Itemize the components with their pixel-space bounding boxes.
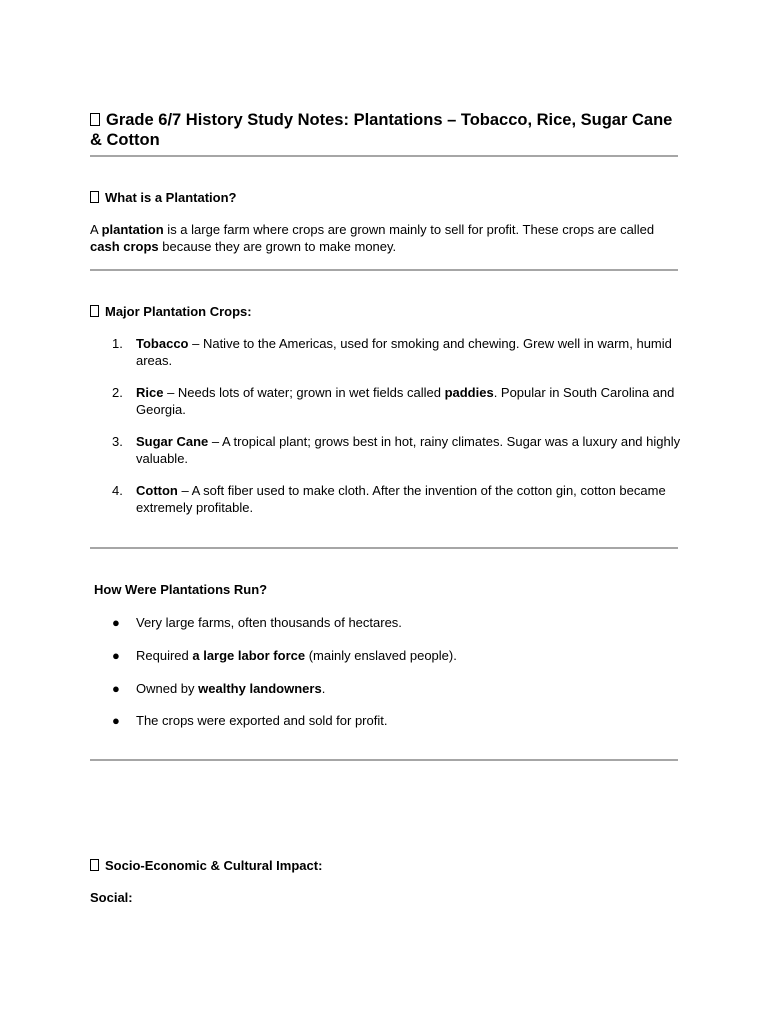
subheading-social: Social: xyxy=(90,890,133,905)
missing-glyph-icon xyxy=(90,113,100,126)
divider xyxy=(90,269,678,271)
divider xyxy=(90,547,678,549)
section-heading-run: How Were Plantations Run? xyxy=(94,582,268,597)
document-page: Grade 6/7 History Study Notes: Plantations – Tobacco, Rice, Sugar Cane & Cotton What is a Plantation? A plantation is a large farm where crops are grown mainly to sell for profit. These crops are called cash crops because they are grown to make money. Major Plantation Crops: 1. Tobacco – Native to the Americas, used for smoking and chewing. Grew well in warm, humid areas. 2. Rice – Needs lots of water; grown in wet fields called paddies. Popular in South Carolina and Georgia. 3. Sugar Cane – A tropical plant; grows best in hot, rainy climates. Sugar was a luxury and highly valuable. 4. Cotton – A soft fiber used to make cloth. After the invention of the cotton gin, cotton became extremely profitable. How Were Plantations Run? ● Very large farms, often thousands of hectares. ● Required a large labor force (mainly enslaved people). ● Owned by wealthy landowners. ● The crops were exported and sold for profit. Socio-Economic & Cultural Impact: Social: xyxy=(90,111,681,905)
section-heading-impact: Socio-Economic & Cultural Impact: xyxy=(90,858,322,874)
page-title: Grade 6/7 History Study Notes: Plantations – Tobacco, Rice, Sugar Cane & Cotton xyxy=(90,111,673,149)
divider xyxy=(90,759,678,761)
missing-glyph-icon xyxy=(90,305,99,317)
missing-glyph-icon xyxy=(90,191,99,203)
divider xyxy=(90,155,678,157)
section-heading-crops: Major Plantation Crops: xyxy=(90,304,252,320)
section-heading-what: What is a Plantation? xyxy=(90,190,236,206)
plantation-definition: A plantation is a large farm where crops are grown mainly to sell for profit. These crops are called cash crops because they are grown to make money. xyxy=(90,222,655,254)
missing-glyph-icon xyxy=(90,859,99,871)
